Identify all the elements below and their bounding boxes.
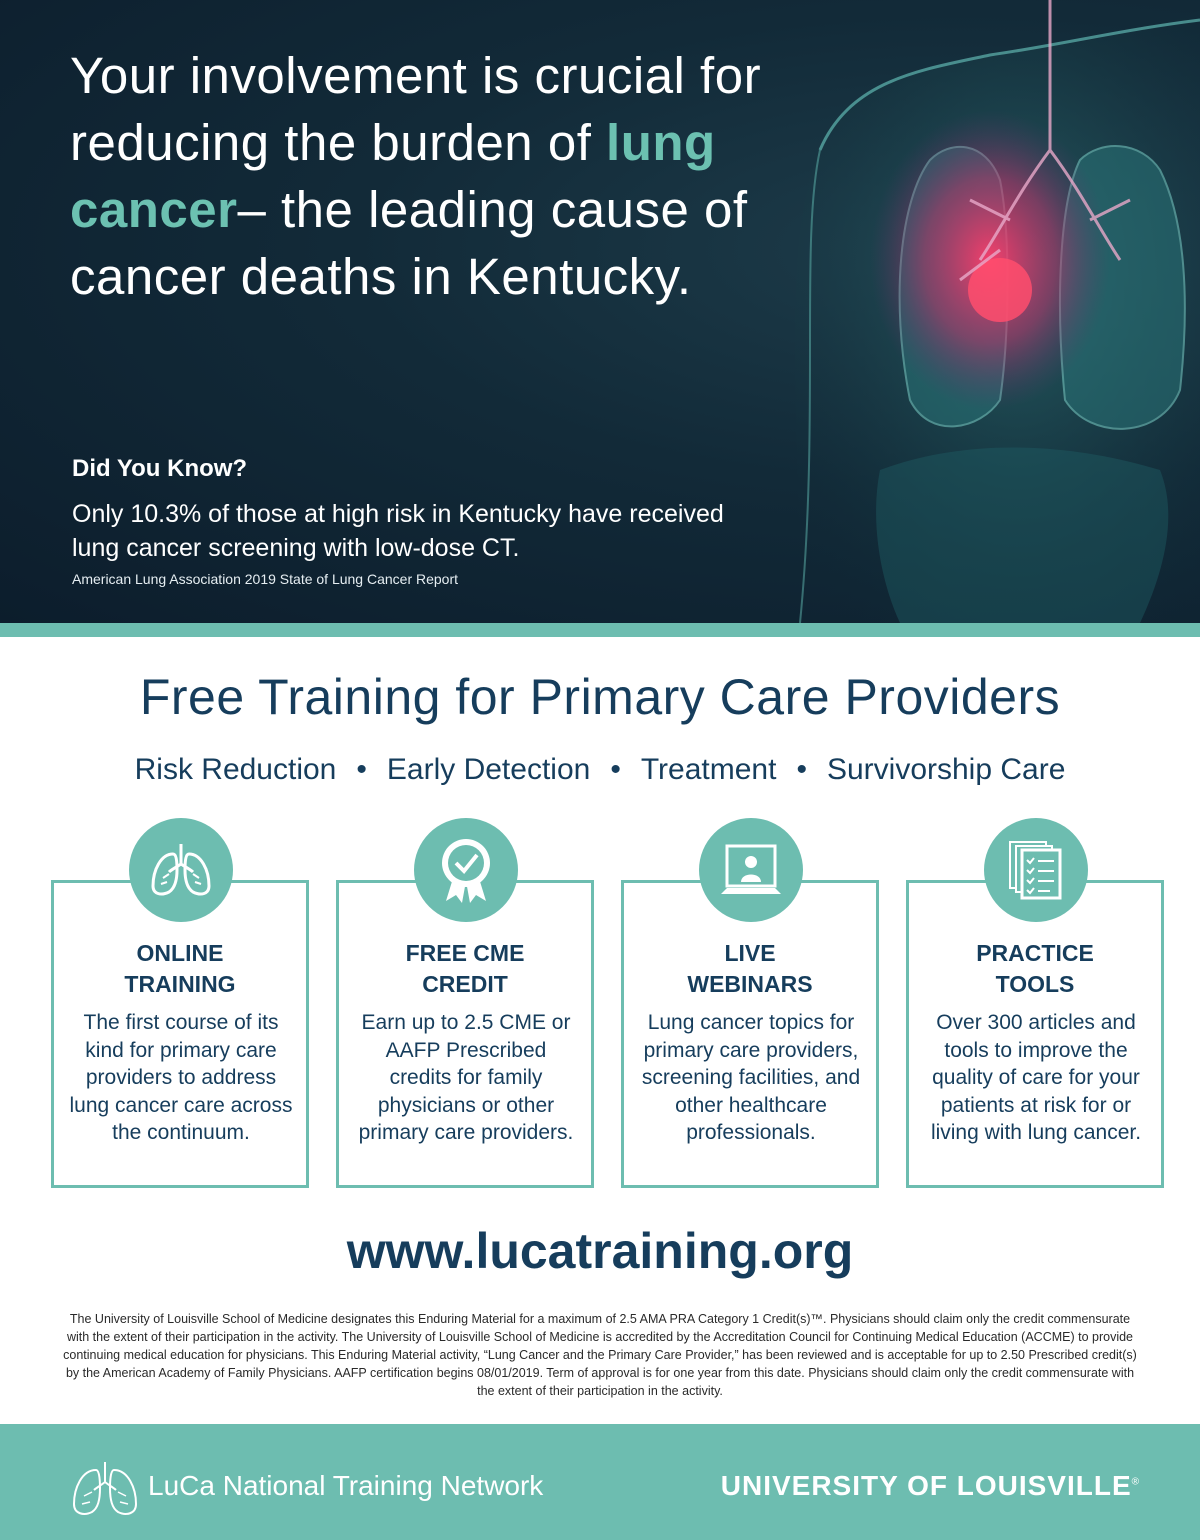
topic-early-detection: Early Detection (386, 753, 591, 786)
topic-survivorship-care: Survivorship Care (826, 753, 1066, 786)
card-title-line: CREDIT (422, 971, 508, 997)
card-description: Earn up to 2.5 CME or AAFP Prescribed credits for family physicians or other primary care providers. (358, 1011, 574, 1144)
university-of-louisville-logo (721, 1470, 1140, 1502)
statistic-source: American Lung Association 2019 State of Lung Cancer Report (72, 571, 459, 587)
card-title-line: LIVE (724, 940, 776, 966)
did-you-know-title: Did You Know? (72, 455, 248, 482)
award-ribbon-icon (414, 818, 518, 922)
card-practice-tools (906, 880, 1164, 1188)
did-you-know-text: Only 10.3% of those at high risk in Kentucky have received lung cancer screening with low-dose CT. (72, 500, 724, 562)
topic-risk-reduction: Risk Reduction (134, 753, 337, 786)
registered-mark: ® (1131, 1476, 1140, 1488)
card-title-line: WEBINARS (687, 971, 813, 997)
lungs-xray-illustration (760, 0, 1200, 623)
card-title-line: TRAINING (124, 971, 236, 997)
headline-highlight: lung cancer (70, 114, 716, 238)
topic-bullet: • (796, 753, 807, 786)
lungs-outline-logo (70, 1460, 140, 1518)
card-online-training (51, 880, 309, 1188)
hero-headline (70, 42, 790, 310)
teal-divider (0, 623, 1200, 637)
topic-bullet: • (610, 753, 621, 786)
topic-bullet: • (356, 753, 367, 786)
card-title-line: TOOLS (995, 971, 1075, 997)
hero-banner (0, 0, 1200, 623)
card-live-webinars (621, 880, 879, 1188)
card-description: The first course of its kind for primary care providers to address lung cancer care across the continuum. (69, 1011, 293, 1144)
website-url[interactable]: www.lucatraining.org (346, 1223, 854, 1279)
main-title: Free Training for Primary Care Providers (139, 669, 1061, 725)
card-free-cme-credit (336, 880, 594, 1188)
card-title-line: FREE CME (405, 940, 525, 966)
topics-list (0, 753, 1200, 787)
documents-checklist-icon (984, 818, 1088, 922)
accreditation-fine-print: The University of Louisville School of Medicine designates this Enduring Material for a maximum of 2.5 AMA PRA Category 1 Credit(s)™. Physicians should claim only the credit commensurate with the extent of their participation in the activity. The University of Louisville School of Medicine is accredited by the Accreditation Council for Continuing Medical Education (ACCME) to provide continuing medical education for physicians. This Enduring Material activity, “Lung Cancer and the Primary Care Provider,” has been reviewed and is acceptable for up to 2.50 Prescribed credit(s) by the American Academy of Family Physicians. AAFP certification begins 08/01/2019. Term of approval is for one year from this date. Physicians should claim only the credit commensurate with the extent of their participation in the activity. (63, 1312, 1137, 1398)
lungs-icon (129, 818, 233, 922)
headline-part1: Your involvement is crucial for reducing the burden of (70, 47, 762, 171)
university-name: UNIVERSITY OF LOUISVILLE (720, 1470, 1132, 1501)
luca-network-name: LuCa National Training Network (148, 1470, 544, 1501)
webinar-screen-icon (699, 818, 803, 922)
card-title (909, 938, 1161, 1000)
card-description: Lung cancer topics for primary care providers, screening facilities, and other healthcare professionals. (641, 1011, 861, 1144)
card-description: Over 300 articles and tools to improve the quality of care for your patients at risk for or living with lung cancer. (930, 1011, 1142, 1144)
footer-bar (0, 1424, 1200, 1540)
card-title-line: PRACTICE (976, 940, 1094, 966)
card-title (339, 938, 591, 1000)
headline-part2: – the leading cause of cancer deaths in Kentucky. (70, 181, 748, 305)
topic-treatment: Treatment (640, 753, 777, 786)
card-title (624, 938, 876, 1000)
card-title (54, 938, 306, 1000)
card-title-line: ONLINE (136, 940, 224, 966)
